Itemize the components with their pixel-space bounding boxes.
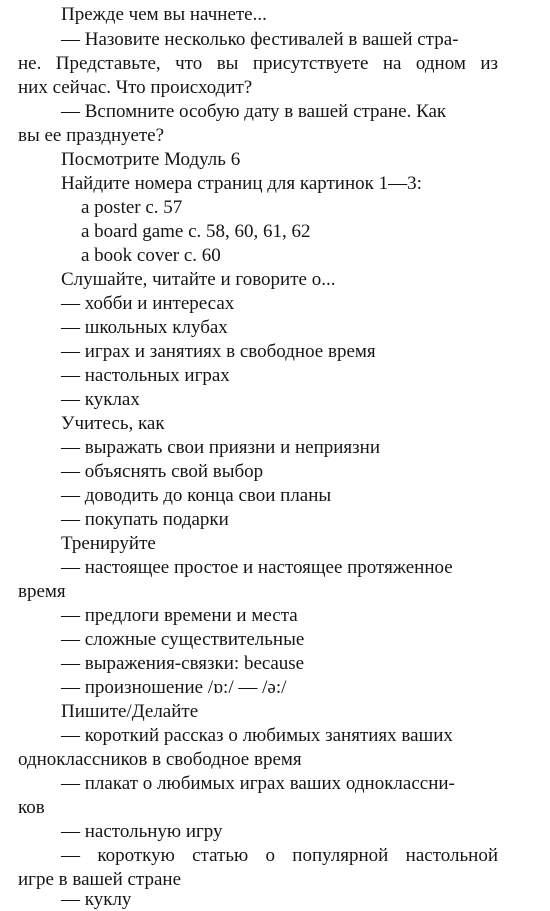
practise-item-1-line-b: время (18, 581, 66, 602)
practise-item-3: — сложные существительные (61, 629, 305, 650)
learn-item-3: — доводить до конца свои планы (61, 485, 332, 506)
listen-heading: Слушайте, читайте и говорите о... (61, 269, 336, 290)
learn-heading: Учитесь, как (61, 413, 165, 434)
listen-item-4: — настольных играх (61, 365, 230, 386)
learn-item-2: — объяснять свой выбор (61, 461, 264, 482)
intro-line-2: не. Представьте, что вы присутствуете на одном из (18, 53, 498, 74)
write-heading: Пишите/Делайте (61, 701, 199, 722)
write-item-4-line-b: игре в вашей стране (18, 869, 182, 890)
intro-line-3: них сейчас. Что происходит? (18, 77, 253, 98)
learn-item-1: — выражать свои приязни и неприязни (61, 437, 381, 458)
practise-item-5: — произношение /ɒ:/ — /ə:/ (61, 677, 287, 698)
listen-item-1: — хобби и интересах (61, 293, 235, 314)
find-pages-heading: Найдите номера страниц для картинок 1—3: (61, 173, 422, 194)
write-item-4-line-a: — короткую статью о популярной настольной (61, 845, 498, 866)
find-pages-item-2: a board game с. 58, 60, 61, 62 (81, 221, 311, 242)
practise-item-4: — выражения-связки: because (61, 653, 305, 674)
listen-item-2: — школьных клубах (61, 317, 228, 338)
find-pages-item-1: a poster с. 57 (81, 197, 183, 218)
practise-item-1-line-a: — настоящее простое и настоящее протяженное (61, 557, 453, 578)
write-item-3: — настольную игру (61, 821, 223, 842)
module-label: Посмотрите Модуль 6 (61, 149, 241, 170)
write-item-2-line-b: ков (18, 797, 45, 818)
intro-heading: Прежде чем вы начнете... (61, 4, 267, 25)
write-item-2-line-a: — плакат о любимых играх ваших одноклассни- (61, 773, 455, 794)
intro-line-5: вы ее празднуете? (18, 125, 165, 146)
find-pages-item-3: a book cover с. 60 (81, 245, 221, 266)
learn-item-4: — покупать подарки (61, 509, 229, 530)
write-item-1-line-b: одноклассников в свободное время (18, 749, 302, 770)
listen-item-5: — куклах (61, 389, 140, 410)
write-item-5: — куклу (61, 889, 132, 910)
listen-item-3: — играх и занятиях в свободное время (61, 341, 376, 362)
intro-line-1: — Назовите несколько фестивалей в вашей стра- (61, 29, 459, 50)
practise-heading: Тренируйте (61, 533, 156, 554)
intro-line-4: — Вспомните особую дату в вашей стране. Как (61, 101, 447, 122)
write-item-1-line-a: — короткий рассказ о любимых занятиях ваших (61, 725, 453, 746)
practise-item-2: — предлоги времени и места (61, 605, 298, 626)
